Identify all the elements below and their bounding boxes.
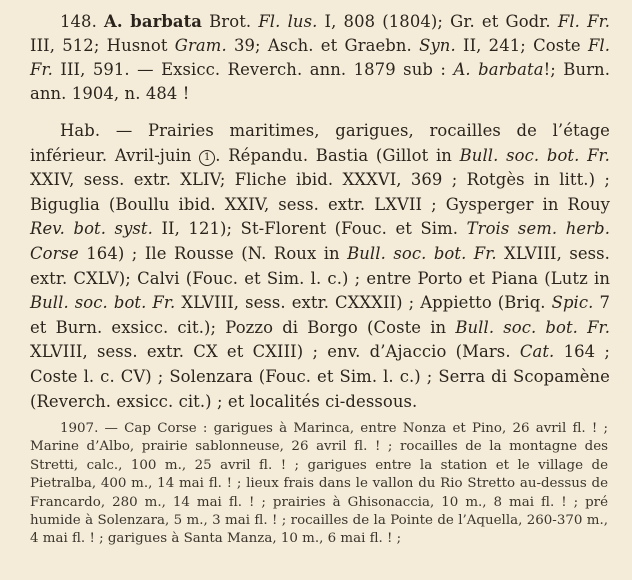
reference-text: !; Burn. ann. 1904, n. 484 ! — [30, 60, 611, 103]
reference-text: I, 808 (1804); Gr. et Godr. — [324, 12, 551, 31]
journal-title: Cat. — [519, 342, 555, 362]
habitat-segment: XLVIII, sess. extr. CXXXII) ; Appietto (Briq. — [181, 293, 546, 313]
journal-title: Trois sem. herb. Corse — [30, 219, 611, 263]
habitat-segment: 7 et Burn. exsicc. cit.); Pozzo di Borgo (Coste in — [30, 293, 611, 337]
habitat-text — [30, 119, 610, 414]
collection-note-text: 1907. — Cap Corse : garigues à Marinca, entre Nonza et Pino, 26 avril fl. ! ; Marine d’Albo, prairie sablonneuse, 26 avril fl. ! ; rocailles de la montagne des Stretti, calc., 100 m., 25 avril fl. ! ; garigues entre la station et le village de Pietralba, 400 m., 14 mai fl. ! ; lieux frais dans le vallon du Rio Stretto au-dessus de Francardo, 280 m., 14 mai fl. ! ; prairies à Ghisonaccia, 10 m., 8 mai fl. ! ; pré humide à Solenzara, 5 m., 3 mai fl. ! ; rocailles de la Pointe de l’Aquella, 260-370 m., 4 mai fl. ! ; garigues à Santa Manza, 10 m., 6 mai fl. ! ; — [30, 421, 608, 547]
reference-text: III, 512; Husnot — [30, 36, 168, 55]
journal-title: Bull. soc. bot. Fr. — [455, 317, 610, 337]
reference-title: Gram. — [174, 36, 227, 55]
reference-text: III, 591. — Exsicc. Reverch. ann. 1879 sub : — [60, 60, 446, 79]
habitat-segment: Hab. — Prairies maritimes, garigues, rocailles de l’étage inférieur. Avril-juin — [30, 121, 610, 165]
reference-title: Fl. lus. — [258, 12, 318, 31]
collection-note — [30, 420, 608, 549]
journal-title: Rev. bot. syst. — [30, 219, 153, 239]
reference-title: Fl. Fr. — [557, 12, 611, 31]
reference-text: 39; Asch. et Graebn. — [233, 36, 412, 55]
habitat-segment: 164 ; Coste l. c. CV) ; Solenzara (Fouc. et Sim. l. c.) ; Serra di Scopamène (Reverch. exsicc. cit.) ; et localités ci-dessous. — [30, 342, 611, 411]
habitat-segment: XLVIII, sess. extr. CX et CXIII) ; env. d’Ajaccio (Mars. — [30, 342, 511, 362]
journal-title: Spic. — [551, 293, 594, 313]
journal-title: Bull. soc. bot. Fr. — [459, 145, 610, 165]
entry-number: 148. — [60, 12, 97, 31]
habitat-segment: XLVIII, sess. extr. CXLV); Calvi (Fouc. et Sim. l. c.) ; entre Porto et Piana (Lutz in — [30, 243, 610, 288]
reference-text: II, 241; Coste — [463, 36, 581, 55]
habitat-segment: XXIV, sess. extr. XLIV; Fliche ibid. XXXVI, 369 ; Rotgès in litt.) ; Biguglia (Boullu ibid. XXIV, sess. extr. LXVII ; Gysperger in Rouy — [30, 170, 610, 214]
reference-title: Syn. — [419, 36, 456, 55]
species-entry-text — [30, 10, 610, 106]
species-name: A. barbata — [104, 12, 202, 31]
journal-title: Bull. soc. bot. Fr. — [30, 293, 176, 313]
journal-title: Bull. soc. bot. Fr. — [347, 243, 497, 263]
species-entry — [30, 10, 610, 106]
habitat-segment: . Répandu. Bastia (Gillot in — [215, 145, 452, 165]
exsiccata-name: A. barbata — [453, 60, 544, 79]
habitat-segment: 164) ; Ile Rousse (N. Roux in — [86, 243, 340, 263]
annual-symbol-icon: 1 — [199, 150, 215, 166]
habitat-segment: II, 121); St-Florent (Fouc. et Sim. — [161, 219, 459, 239]
authority: Brot. — [209, 12, 252, 31]
habitat-paragraph — [30, 119, 610, 414]
reference-title: Fl. Fr. — [30, 36, 611, 79]
